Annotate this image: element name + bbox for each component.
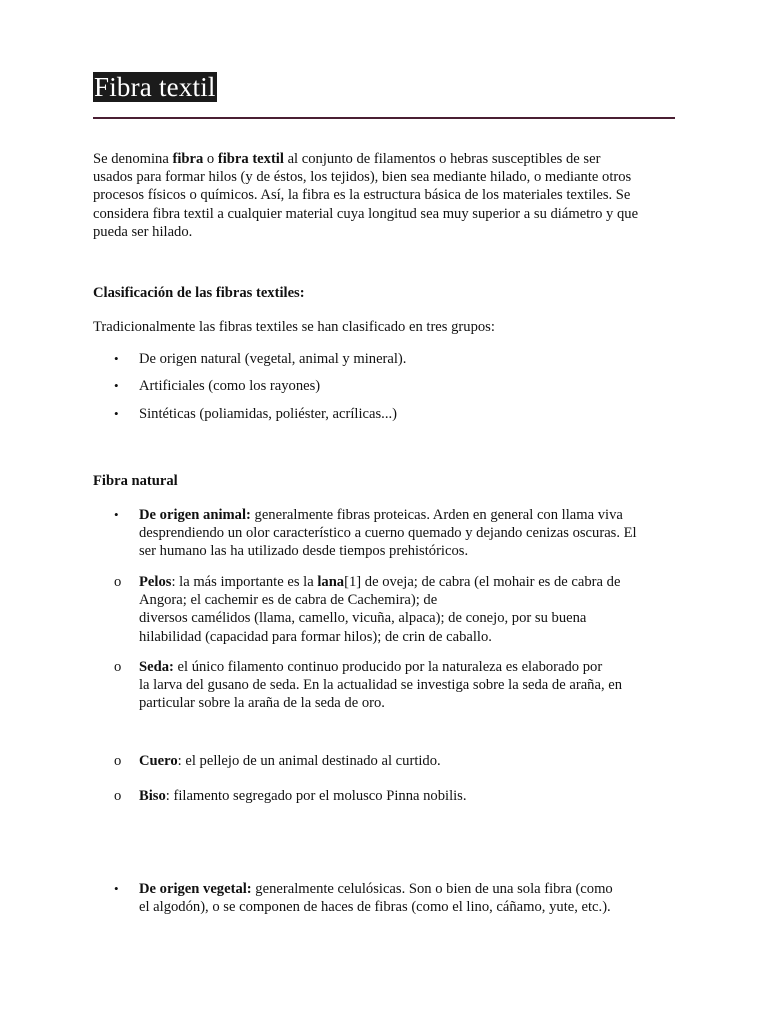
term-fibra-textil: fibra textil xyxy=(217,151,284,167)
list-item: De origen natural (vegetal, animal y mineral). xyxy=(139,351,407,367)
lana-term: lana xyxy=(317,574,345,590)
list-item: Artificiales (como los rayones) xyxy=(139,378,321,394)
circle-marker: o xyxy=(114,574,122,590)
animal-item: De origen animal: generalmente fibras proteicas. Arden en general con llama viva desprendiendo un olor característico a cuerno quemado y dejando cenizas oscuras. El ser humano las ha utilizado desde tiempos prehistóricos. xyxy=(139,507,637,560)
natural-heading: Fibra natural xyxy=(93,473,178,489)
title-wrap xyxy=(93,72,217,102)
classification-heading: Clasificación de las fibras textiles: xyxy=(93,285,305,301)
seda-item: Seda: el único filamento continuo producido por la naturaleza es elaborado por la larva del gusano de seda. En la actualidad se investiga sobre la seda de araña, en particular sobre la araña de la seda de oro. xyxy=(139,659,623,712)
term-fibra: fibra xyxy=(172,151,204,167)
vegetal-item: De origen vegetal: generalmente celulósicas. Son o bien de una sola fibra (como el algodón), o se componen de haces de fibras (como el lino, cáñamo, yute, etc.). xyxy=(139,881,613,916)
intro-paragraph xyxy=(93,150,683,241)
vegetal-label: De origen vegetal: xyxy=(139,881,252,897)
bullet-marker: • xyxy=(114,378,119,393)
intro-line-4: considera fibra textil a cualquier material cuya longitud sea muy superior a su diámetro y que xyxy=(93,205,639,222)
intro-line-5: pueda ser hilado. xyxy=(93,223,193,240)
bullet-marker: • xyxy=(114,406,119,421)
cuero-label: Cuero xyxy=(139,753,178,769)
bullet-marker: • xyxy=(114,881,119,896)
biso-item: Biso: filamento segregado por el molusco Pinna nobilis. xyxy=(139,788,467,804)
circle-marker: o xyxy=(114,659,122,675)
animal-label: De origen animal: xyxy=(139,507,251,523)
bullet-marker: • xyxy=(114,507,119,522)
classification-text: Tradicionalmente las fibras textiles se han clasificado en tres grupos: xyxy=(93,319,495,335)
circle-marker: o xyxy=(114,753,122,769)
pelos-item: Pelos: la más importante es la lana[1] de oveja; de cabra (el mohair es de cabra de Angora; el cachemir es de cabra de Cachemira); de diversos camélidos (llama, camello, vicuña, alpaca); de conejo, por su buena hilabilidad (capacidad para formar hilos); de crin de caballo. xyxy=(139,574,621,645)
seda-label: Seda: xyxy=(139,659,174,675)
intro-line-3: procesos físicos o químicos. Así, la fibra es la estructura básica de los materiales textiles. Se xyxy=(93,187,631,204)
bullet-marker: • xyxy=(114,351,119,366)
list-item: Sintéticas (poliamidas, poliéster, acrílicas...) xyxy=(139,406,397,422)
intro-line-2: usados para formar hilos (y de éstos, los tejidos), bien sea mediante hilado, o mediante otros xyxy=(93,169,632,186)
circle-marker: o xyxy=(114,788,122,804)
page-title: Fibra textil xyxy=(94,72,216,102)
title-divider xyxy=(93,117,675,119)
intro-line-1: Se denomina fibra o fibra textil al conjunto de filamentos o hebras susceptibles de ser xyxy=(93,151,601,167)
cuero-item: Cuero: el pellejo de un animal destinado al curtido. xyxy=(139,753,441,769)
pelos-label: Pelos xyxy=(139,574,172,590)
biso-label: Biso xyxy=(139,788,166,804)
